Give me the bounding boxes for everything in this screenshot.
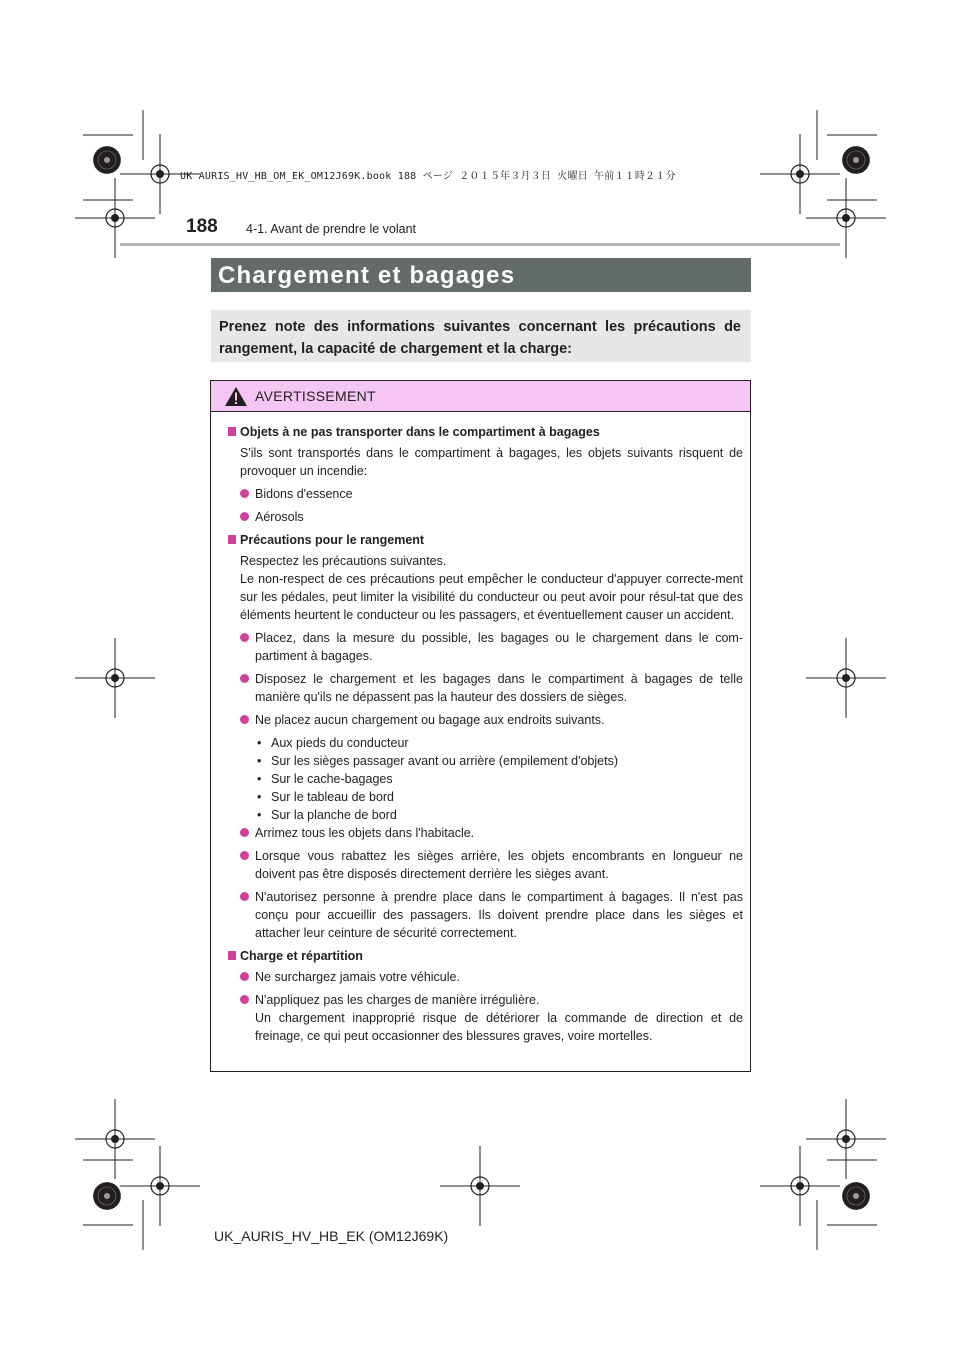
bullet-dot-icon xyxy=(240,851,249,860)
list-item-text: N'autorisez personne à prendre place dans le compartiment à bagages. Il n'est pas conçu pour accueillir des passagers. Ils doivent prendre place dans les sièges et attacher leur ceinture de sécurité correctement. xyxy=(255,890,743,940)
heading-text: Objets à ne pas transporter dans le compartiment à bagages xyxy=(240,425,600,439)
bullet-dot-icon xyxy=(240,512,249,521)
heading-text: Précautions pour le rangement xyxy=(240,533,425,547)
list-item xyxy=(228,888,743,942)
bullet-dot-icon xyxy=(240,972,249,981)
list-item xyxy=(228,824,743,842)
warning-box xyxy=(210,380,751,1072)
list-item-text: Disposez le chargement et les bagages dans le compartiment à bagages de telle manière qu'ils ne dépassent pas la hauteur des dossiers de sièges. xyxy=(255,672,743,704)
heading-text: Charge et répartition xyxy=(240,949,363,963)
sub-list-item: • Sur les sièges passager avant ou arrière (empilement d'objets) xyxy=(257,754,619,768)
bullet-dot-icon xyxy=(240,995,249,1004)
sub-list-item: • Sur le cache-bagages xyxy=(257,772,393,786)
list-item xyxy=(228,629,743,665)
warning-heading xyxy=(228,947,743,965)
paragraph: Le non-respect de ces précautions peut empêcher le conducteur d'appuyer correcte-ment sur les pédales, peut limiter la visibilité du conducteur ou peut avoir pour résul-tat que des éléments heurtent le conducteur ou les passagers, et éventuellement causer un accident. xyxy=(240,572,743,622)
bullet-dot-icon xyxy=(240,828,249,837)
section-label: 4-1. Avant de prendre le volant xyxy=(246,222,417,236)
warning-triangle-icon xyxy=(224,386,248,407)
intro-text: Prenez note des informations suivantes concernant les précautions de rangement, la capacité de chargement et la charge: xyxy=(219,319,741,357)
header-rule xyxy=(120,243,840,246)
bullet-dot-icon xyxy=(240,892,249,901)
paragraph: Respectez les précautions suivantes. xyxy=(240,554,447,568)
list-item xyxy=(228,991,743,1009)
sub-list xyxy=(228,734,743,824)
list-item xyxy=(228,508,743,526)
list-item-text: N'appliquez pas les charges de manière irrégulière. xyxy=(255,993,540,1007)
sub-list-item-text: Sur le tableau de bord xyxy=(271,790,395,804)
book-info-line: UK AURIS_HV_HB_OM_EK_OM12J69K.book 188 ページ ２０１５年３月３日 火曜日 午前１１時２１分 xyxy=(180,171,676,182)
sub-list-item-text: Sur les sièges passager avant ou arrière (empilement d'objets) xyxy=(271,754,619,768)
warning-heading xyxy=(228,531,743,549)
intro-box xyxy=(211,310,751,362)
bullet-dot-icon xyxy=(240,489,249,498)
list-item-text: Lorsque vous rabattez les sièges arrière, les objets encombrants en longueur ne doivent pas être disposés directement derrière les sièges avant. xyxy=(255,849,743,881)
list-item-text: Arrimez tous les objets dans l'habitacle. xyxy=(255,826,475,840)
square-bullet-icon xyxy=(228,427,236,436)
footer-code: UK_AURIS_HV_HB_EK (OM12J69K) xyxy=(214,1228,449,1244)
list-item xyxy=(228,485,743,503)
list-item-text: Ne surchargez jamais votre véhicule. xyxy=(255,970,460,984)
list-item xyxy=(228,670,743,706)
list-item xyxy=(228,711,743,729)
page-title: Chargement et bagages xyxy=(211,258,751,292)
bullet-dot-icon xyxy=(240,633,249,642)
warning-body xyxy=(211,412,750,1045)
list-item xyxy=(228,847,743,883)
sub-list-item: • Sur la planche de bord xyxy=(257,808,397,822)
square-bullet-icon xyxy=(228,535,236,544)
bullet-dot-icon xyxy=(240,715,249,724)
page-number: 188 xyxy=(186,216,218,237)
warning-title: AVERTISSEMENT xyxy=(255,388,376,404)
warning-heading xyxy=(228,423,743,441)
paragraph: S'ils sont transportés dans le compartiment à bagages, les objets suivants risquent de provoquer un incendie: xyxy=(240,446,743,478)
list-item-text: Bidons d'essence xyxy=(255,487,353,501)
sub-list-item: • Aux pieds du conducteur xyxy=(257,736,409,750)
list-item-text: Aérosols xyxy=(255,510,304,524)
bullet-dot-icon xyxy=(240,674,249,683)
square-bullet-icon xyxy=(228,951,236,960)
warning-header xyxy=(211,381,750,412)
sub-list-item-text: Aux pieds du conducteur xyxy=(271,736,409,750)
list-item-continuation: Un chargement inapproprié risque de détériorer la commande de direction et de freinage, ce qui peut occasionner des blessures graves, voire mortelles. xyxy=(255,1011,743,1043)
list-item-text: Ne placez aucun chargement ou bagage aux endroits suivants. xyxy=(255,713,605,727)
sub-list-item-text: Sur le cache-bagages xyxy=(271,772,393,786)
list-item-text: Placez, dans la mesure du possible, les bagages ou le chargement dans le com-partiment à bagages. xyxy=(255,631,743,663)
sub-list-item-text: Sur la planche de bord xyxy=(271,808,397,822)
list-item xyxy=(228,968,743,986)
sub-list-item: • Sur le tableau de bord xyxy=(257,790,395,804)
